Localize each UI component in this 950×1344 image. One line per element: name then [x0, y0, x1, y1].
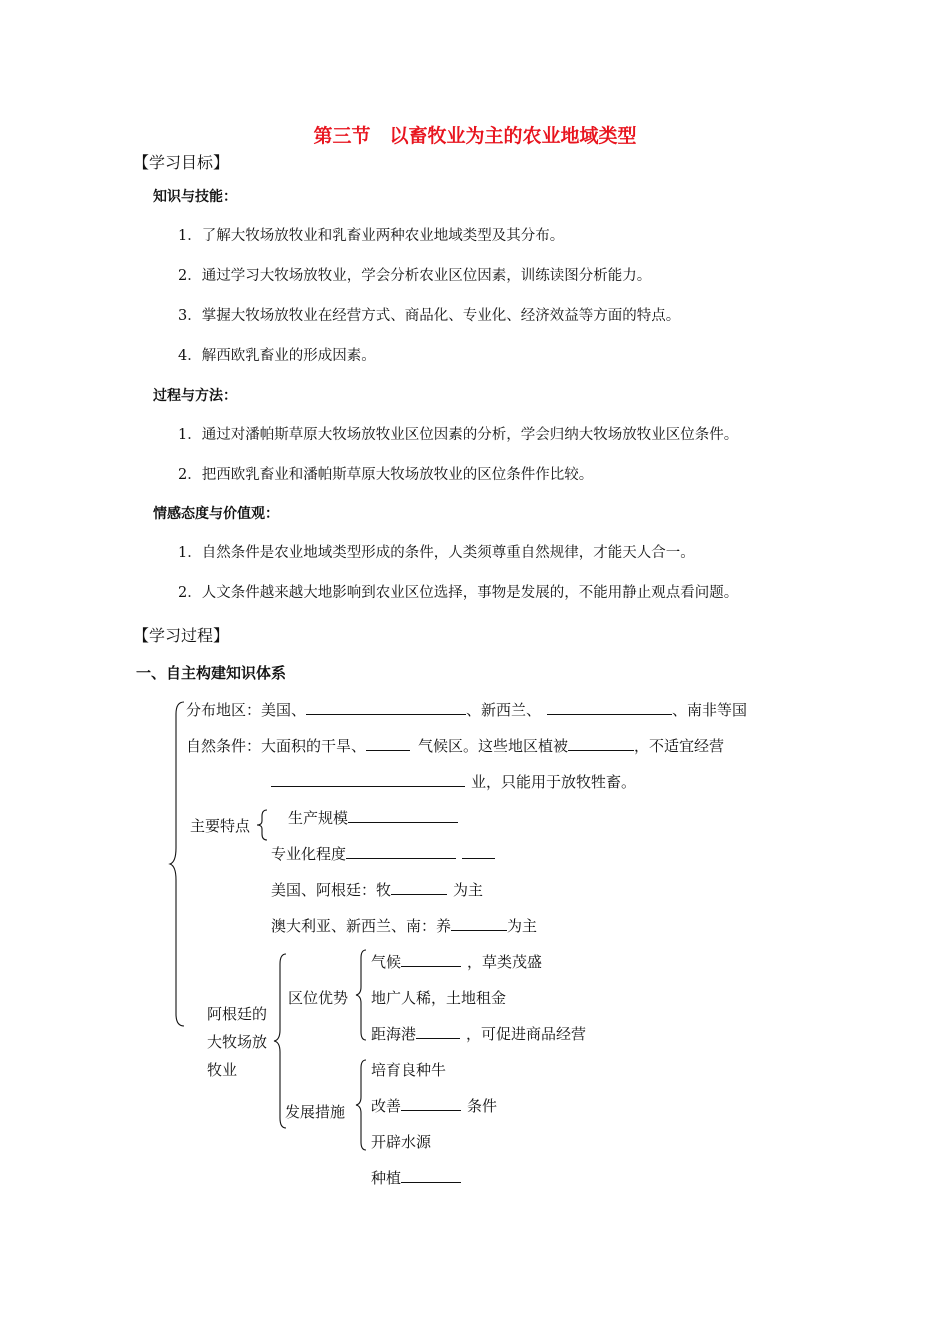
climate-line: 气候 ，草类茂盛: [371, 953, 543, 971]
blank-field: [346, 843, 456, 859]
usa-line: 美国、阿根廷：牧 为主: [271, 881, 484, 899]
features-brace: [256, 809, 268, 841]
knowledge-item: 2．通过学习大牧场放牧业，学会分析农业区位因素，训练读图分析能力。: [178, 268, 652, 284]
plant-line: 种植: [371, 1167, 461, 1188]
land-line: 地广人稀，土地租金: [371, 989, 507, 1007]
blank-field: [547, 699, 672, 715]
argentina-label-2: 大牧场放: [207, 1033, 268, 1051]
features-label: 主要特点: [190, 817, 251, 835]
argentina-label-1: 阿根廷的: [207, 1005, 268, 1023]
improve-line: 改善 条件: [371, 1097, 498, 1115]
knowledge-heading: 知识与技能：: [153, 189, 237, 205]
page-title: 第三节 以畜牧业为主的农业地域类型: [313, 125, 637, 147]
knowledge-item: 1．了解大牧场放牧业和乳畜业两种农业地域类型及其分布。: [178, 228, 565, 244]
knowledge-item: 3．掌握大牧场放牧业在经营方式、商品化、专业化、经济效益等方面的特点。: [178, 308, 681, 324]
process-item: 2．把西欧乳畜业和潘帕斯草原大牧场放牧业的区位条件作比较。: [178, 467, 594, 483]
australia-line: 澳大利亚、新西兰、南：养 为主: [271, 917, 538, 935]
knowledge-item: 4．解西欧乳畜业的形成因素。: [178, 348, 376, 364]
blank-field: [391, 879, 447, 895]
section-heading: 一、自主构建知识体系: [136, 664, 287, 682]
blank-field: [451, 915, 507, 931]
blank-field: [348, 807, 458, 823]
values-heading: 情感态度与价值观：: [153, 506, 279, 522]
distribution-line: 分布地区：美国、 、新西兰、 、南非等国: [186, 701, 748, 719]
measures-label: 发展措施: [285, 1103, 346, 1121]
argentina-label-3: 牧业: [207, 1061, 238, 1079]
natural-conditions-line-2: 业，只能用于放牧牲畜。: [271, 771, 636, 792]
blank-field: [568, 735, 634, 751]
blank-field: [401, 1095, 461, 1111]
advantage-brace: [354, 948, 368, 1042]
values-item: 1．自然条件是农业地域类型形成的条件，人类须尊重自然规律，才能天人合一。: [178, 545, 695, 561]
objectives-header: 【学习目标】: [133, 153, 230, 172]
blank-field: [401, 1167, 461, 1183]
blank-field: [401, 951, 461, 967]
scale-line: 生产规模: [288, 807, 458, 828]
blank-field: [306, 699, 466, 715]
specialization-line: 专业化程度: [271, 843, 495, 864]
water-line: 开辟水源: [371, 1133, 432, 1151]
measures-brace: [354, 1058, 368, 1152]
outline-brace: [168, 700, 188, 1030]
process-header: 【学习过程】: [133, 626, 230, 645]
port-line: 距海港 ，可促进商品经营: [371, 1025, 587, 1043]
natural-conditions-line: 自然条件：大面积的干旱、 气候区。这些地区植被 ，不适宜经营: [186, 737, 725, 755]
blank-field: [416, 1023, 460, 1039]
values-item: 2．人文条件越来越大地影响到农业区位选择，事物是发展的，不能用静止观点看问题。: [178, 585, 739, 601]
blank-field: [366, 735, 410, 751]
advantage-label: 区位优势: [288, 989, 349, 1007]
breed-line: 培育良种牛: [371, 1061, 447, 1079]
process-heading: 过程与方法：: [153, 388, 237, 404]
process-item: 1．通过对潘帕斯草原大牧场放牧业区位因素的分析，学会归纳大牧场放牧业区位条件。: [178, 427, 739, 443]
blank-field: [271, 771, 465, 787]
blank-field: [462, 843, 495, 859]
